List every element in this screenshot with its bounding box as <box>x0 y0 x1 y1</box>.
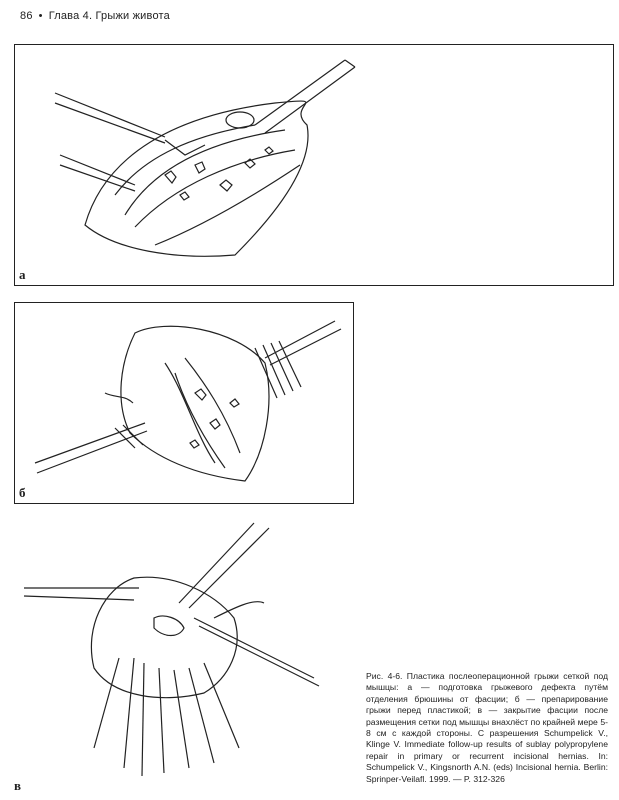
figure-a-illustration <box>15 45 613 285</box>
figure-b-panel <box>14 302 354 504</box>
figure-b-label: б <box>19 485 26 500</box>
page-header <box>20 10 170 22</box>
chapter-title: Глава 4. Грыжи живота <box>48 10 170 22</box>
figure-a-label: а <box>19 267 26 282</box>
header-separator: • <box>38 10 43 22</box>
caption-text: Рис. 4-6. Пластика послеоперационной грыжи сеткой под мышцы: а — подготовка грыжевого дефекта путём отделения брюшины от фасции; б — препарирование грыжи перед пластикой; в — закрытие фасции после размещения сетки под мышцы внахлёст по крайней мере 5-8 см с каждой стороны. С разрешения Schumpelick V., Klinge V. Immediate follow-up results of sublay polypropylene repair in primary or recurrent incisional hernias. In: Schumpelick V., Kingsnorth A.N. (eds) Incisional hernia. Berlin: Sprinper-Veilafl. 1999. — P. 312-326 <box>366 671 608 784</box>
figure-c <box>14 518 344 794</box>
page-number: 86 <box>20 10 33 22</box>
figure-c-label: в <box>14 778 22 793</box>
figure-b-illustration <box>15 303 353 503</box>
figure-c-illustration <box>14 518 344 794</box>
figure-caption <box>366 671 608 785</box>
figure-a-panel <box>14 44 614 286</box>
